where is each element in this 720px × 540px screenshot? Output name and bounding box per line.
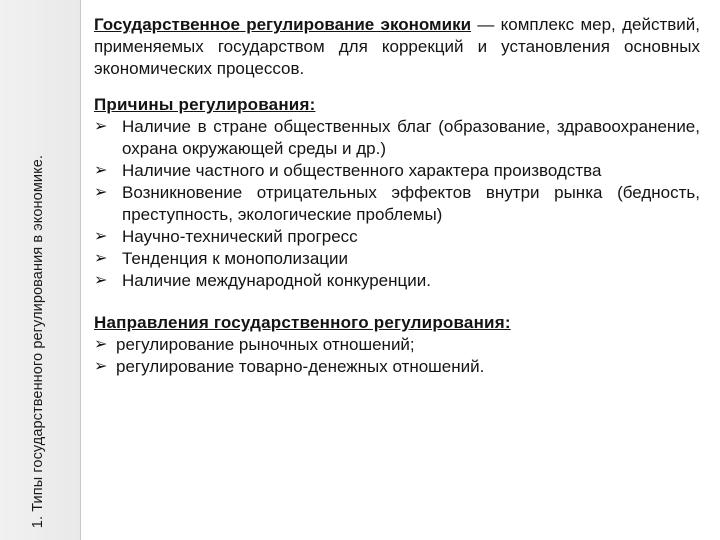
reasons-heading: Причины регулирования: bbox=[94, 95, 316, 114]
arrowhead-icon: ➢ bbox=[94, 272, 108, 289]
list-item bbox=[94, 248, 700, 270]
definition-term: Государственное регулирование экономики bbox=[94, 15, 472, 34]
list-item bbox=[94, 116, 700, 160]
arrowhead-icon: ➢ bbox=[94, 336, 108, 353]
list-item bbox=[94, 270, 700, 292]
list-item bbox=[94, 160, 700, 182]
directions-section bbox=[94, 312, 700, 378]
arrowhead-icon: ➢ bbox=[94, 358, 108, 375]
reason-text: Наличие в стране общественных благ (образование, здравоохранение, охрана окружающей среды и др.) bbox=[122, 117, 700, 158]
reason-text: Наличие частного и общественного характера производства bbox=[122, 161, 602, 180]
reason-text: Возникновение отрицательных эффектов внутри рынка (бедность, преступность, экологические проблемы) bbox=[122, 183, 700, 224]
sidebar bbox=[0, 0, 80, 540]
reason-text: Наличие международной конкуренции. bbox=[122, 271, 431, 290]
definition-text: — комплекс мер, действий, применяемых государством для коррекций и установления основных экономических процессов. bbox=[94, 15, 700, 78]
directions-list bbox=[94, 334, 700, 378]
reason-text: Тенденция к монополизации bbox=[122, 249, 349, 268]
arrowhead-icon: ➢ bbox=[94, 250, 108, 267]
arrowhead-icon: ➢ bbox=[94, 118, 108, 135]
slide-vertical-title: 1. Типы государственного регулирования в экономике. bbox=[30, 154, 46, 528]
list-item bbox=[94, 182, 700, 226]
list-item bbox=[94, 356, 700, 378]
reasons-list bbox=[94, 116, 700, 292]
reason-text: Научно-технический прогресс bbox=[122, 227, 358, 246]
definition-paragraph bbox=[94, 14, 700, 80]
direction-text: регулирование рыночных отношений; bbox=[116, 335, 415, 354]
list-item bbox=[94, 226, 700, 248]
arrowhead-icon: ➢ bbox=[94, 184, 108, 201]
slide-content bbox=[94, 14, 700, 378]
list-item bbox=[94, 334, 700, 356]
arrowhead-icon: ➢ bbox=[94, 228, 108, 245]
sidebar-divider bbox=[80, 0, 81, 540]
direction-text: регулирование товарно-денежных отношений. bbox=[116, 357, 485, 376]
arrowhead-icon: ➢ bbox=[94, 162, 108, 179]
directions-heading: Направления государственного регулирования: bbox=[94, 313, 511, 332]
